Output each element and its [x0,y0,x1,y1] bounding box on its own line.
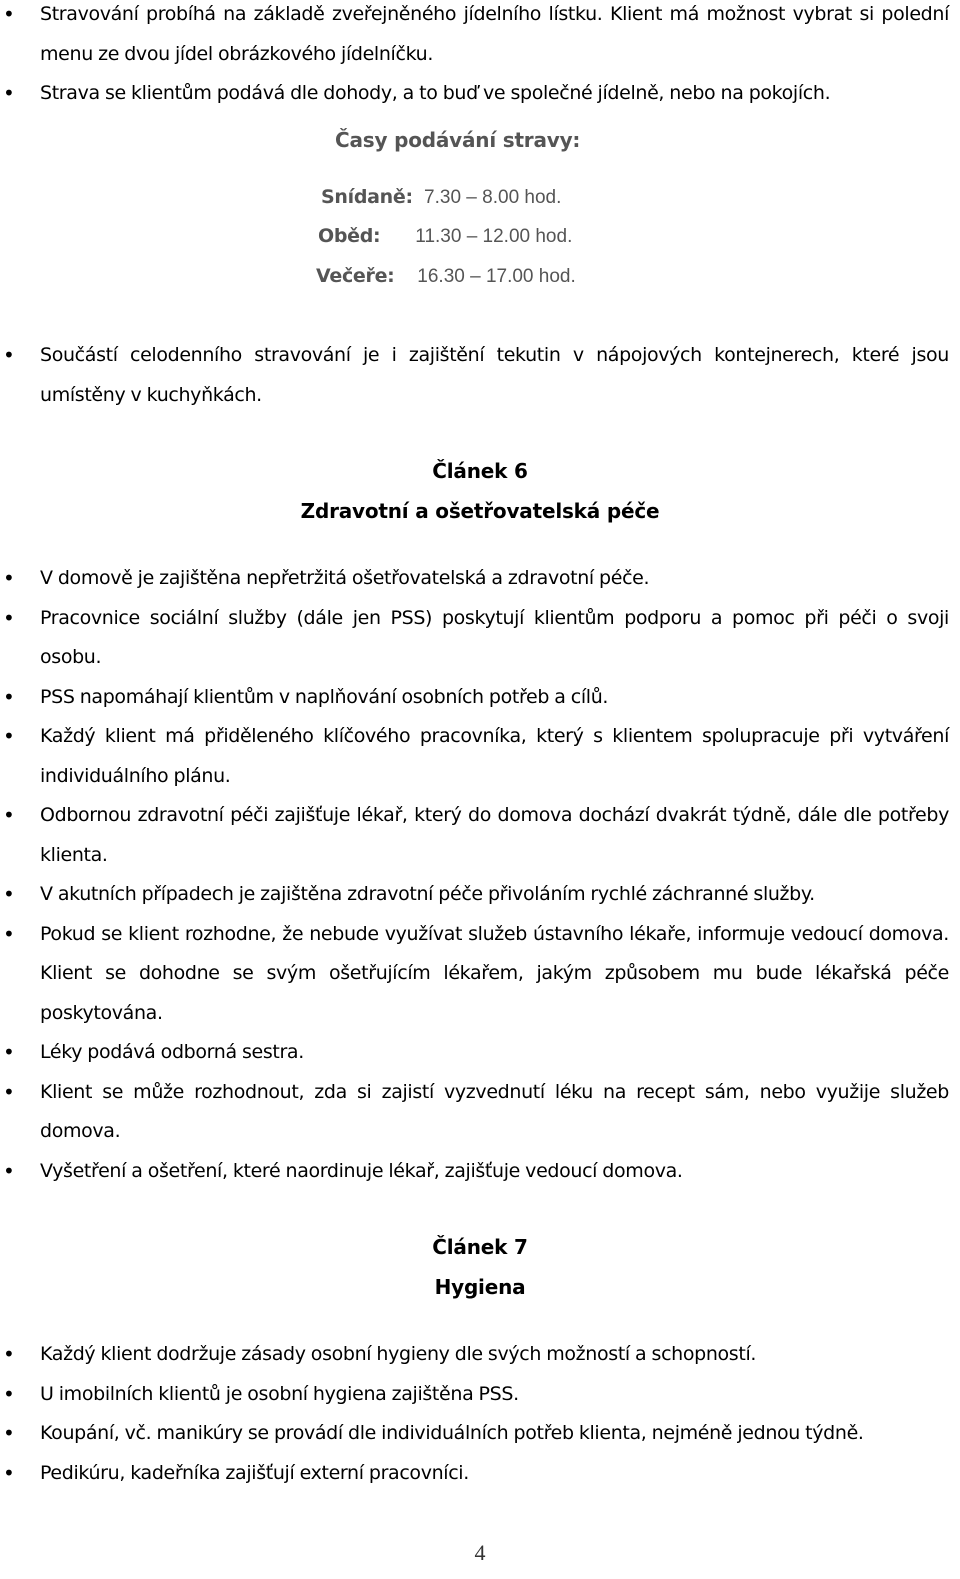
article-7-bullet-list [0,1335,960,1493]
article-7-number: Článek 7 [432,1235,528,1259]
list-item: • Pracovnice sociální služby (dále jen PSS) poskytují klientům podporu a pomoc při péči o svoji osobu. [0,599,960,678]
list-item: • PSS napomáhají klientům v naplňování osobních potřeb a cílů. [0,678,960,718]
list-item: • Stravování probíhá na základě zveřejněného jídelního lístku. Klient má možnost vybrat si polední menu ze dvou jídel obrázkového jídelníčku. [0,0,960,74]
meal-label: Večeře: [316,265,395,287]
fluid-bullet-list [0,336,960,415]
meal-time: 16.30 – 17.00 hod. [417,266,576,287]
list-item: • Odbornou zdravotní péči zajišťuje lékař, který do domova dochází dvakrát týdně, dále dle potřeby klienta. [0,796,960,875]
list-item: • V akutních případech je zajištěna zdravotní péče přivoláním rychlé záchranné služby. [0,875,960,915]
page-number: 4 [474,1540,486,1565]
meal-time: 7.30 – 8.00 hod. [424,187,562,208]
article-6-number: Článek 6 [432,459,528,483]
list-item: • Každý klient dodržuje zásady osobní hygieny dle svých možností a schopností. [0,1335,960,1375]
meal-time-row [321,186,561,209]
article-6-bullet-list [0,559,960,1191]
list-item: • Každý klient má přiděleného klíčového pracovníka, který s klientem spolupracuje při vytváření individuálního plánu. [0,717,960,796]
list-item: • Pedikúru, kadeřníka zajišťují externí pracovníci. [0,1454,960,1494]
list-item: • Koupání, vč. manikúry se provádí dle individuálních potřeb klienta, nejméně jednou týdně. [0,1414,960,1454]
meal-time-row [316,265,576,288]
list-item: • Klient se může rozhodnout, zda si zajistí vyzvednutí léku na recept sám, nebo využije služeb domova. [0,1073,960,1152]
list-item: • Strava se klientům podává dle dohody, a to buď ve společné jídelně, nebo na pokojích. [0,74,960,114]
list-item: • V domově je zajištěna nepřetržitá ošetřovatelská a zdravotní péče. [0,559,960,599]
list-item: • Součástí celodenního stravování je i zajištění tekutin v nápojových kontejnerech, které jsou umístěny v kuchyňkách. [0,336,960,415]
article-7-title: Hygiena [434,1275,526,1299]
article-6-title: Zdravotní a ošetřovatelská péče [300,499,660,523]
list-item: • Vyšetření a ošetření, které naordinuje lékař, zajišťuje vedoucí domova. [0,1152,960,1192]
intro-bullet-list [0,0,960,114]
list-item: • U imobilních klientů je osobní hygiena zajištěna PSS. [0,1375,960,1415]
meal-times-title: Časy podávání stravy: [335,128,581,152]
list-item: • Pokud se klient rozhodne, že nebude využívat služeb ústavního lékaře, informuje vedoucí domova. Klient se dohodne se svým ošetřujícím lékařem, jakým způsobem mu bude lékařská péče poskytována. [0,915,960,1034]
meal-time: 11.30 – 12.00 hod. [415,226,573,247]
list-item: • Léky podává odborná sestra. [0,1033,960,1073]
meal-label: Snídaně: [321,186,413,208]
meal-time-row [318,225,572,248]
meal-label: Oběd: [318,225,381,247]
